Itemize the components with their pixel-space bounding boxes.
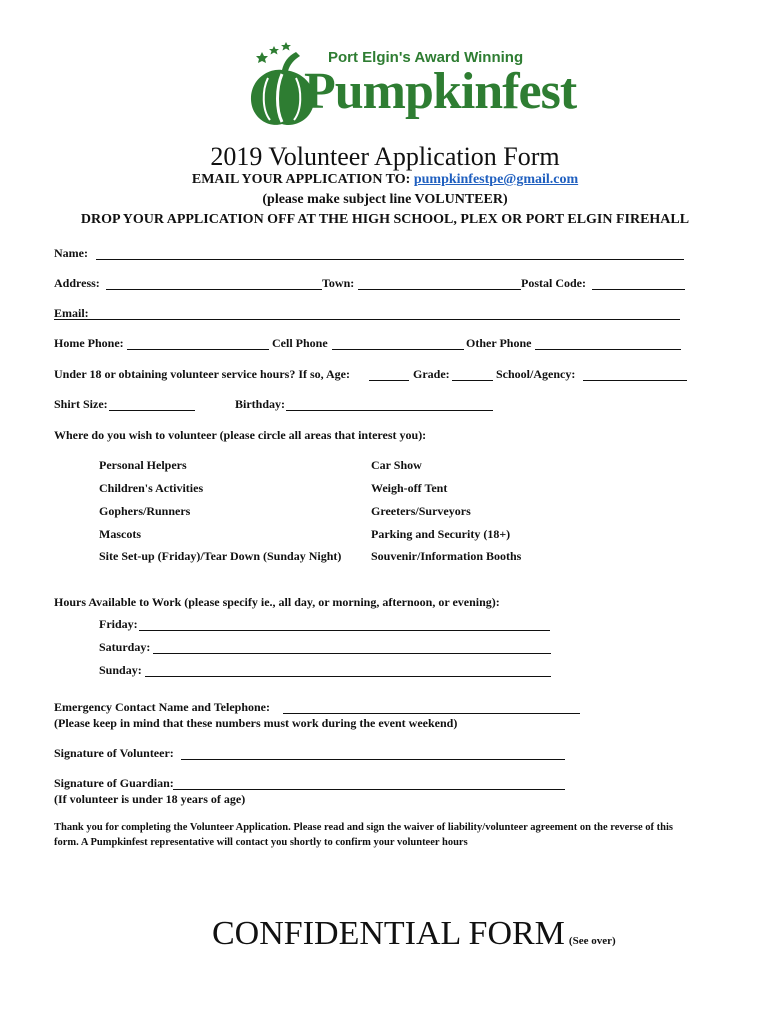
subject-note: (please make subject line VOLUNTEER) <box>262 192 508 207</box>
friday-field[interactable] <box>139 630 550 631</box>
volunteer-signature-field[interactable] <box>181 759 565 760</box>
emergency-field[interactable] <box>283 713 580 714</box>
sunday-field[interactable] <box>145 676 551 677</box>
shirt-size-label: Shirt Size: <box>54 397 108 411</box>
under18-label: Under 18 or obtaining volunteer service hours? If so, Age: <box>54 367 350 381</box>
friday-label: Friday: <box>99 617 138 631</box>
area-option[interactable]: Souvenir/Information Booths <box>371 549 522 563</box>
area-option[interactable]: Gophers/Runners <box>99 504 191 518</box>
thanks-line-2: form. A Pumpkinfest representative will contact you shortly to confirm your volunteer hours <box>54 837 468 848</box>
form-title: 2019 Volunteer Application Form <box>210 142 560 171</box>
school-field[interactable] <box>583 380 687 381</box>
email-instruction <box>0 172 770 188</box>
age-field[interactable] <box>369 380 409 381</box>
cell-phone-field[interactable] <box>332 349 464 350</box>
guardian-signature-field[interactable] <box>173 789 565 790</box>
emergency-note: (Please keep in mind that these numbers must work during the event weekend) <box>54 716 458 730</box>
email-field[interactable] <box>54 319 680 320</box>
cell-phone-label: Cell Phone <box>272 336 328 350</box>
address-label: Address: <box>54 276 100 290</box>
town-label: Town: <box>322 276 355 290</box>
saturday-field[interactable] <box>153 653 551 654</box>
pumpkinfest-logo <box>248 40 577 132</box>
name-field[interactable] <box>96 259 684 260</box>
address-field[interactable] <box>106 289 322 290</box>
home-phone-label: Home Phone: <box>54 336 124 350</box>
area-option[interactable]: Car Show <box>371 458 422 472</box>
confidential-heading <box>212 915 616 953</box>
shirt-size-field[interactable] <box>109 410 195 411</box>
area-option[interactable]: Personal Helpers <box>99 458 187 472</box>
saturday-label: Saturday: <box>99 640 151 654</box>
guardian-note: (If volunteer is under 18 years of age) <box>54 792 246 806</box>
confidential-text: CONFIDENTIAL FORM <box>212 915 565 952</box>
logo-tagline: Port Elgin's Award Winning <box>328 49 524 66</box>
other-phone-field[interactable] <box>535 349 681 350</box>
guardian-signature-label: Signature of Guardian: <box>54 776 174 790</box>
area-option[interactable]: Weigh-off Tent <box>371 481 448 495</box>
logo-wordmark: Pumpkinfest <box>304 63 577 120</box>
grade-label: Grade: <box>413 367 450 381</box>
area-option[interactable]: Children's Activities <box>99 481 204 495</box>
birthday-field[interactable] <box>286 410 493 411</box>
postal-code-label: Postal Code: <box>521 276 586 290</box>
home-phone-field[interactable] <box>127 349 269 350</box>
other-phone-label: Other Phone <box>466 336 532 350</box>
email-label: Email: <box>54 306 89 320</box>
grade-field[interactable] <box>452 380 493 381</box>
area-option[interactable]: Site Set-up (Friday)/Tear Down (Sunday Night) <box>99 549 342 563</box>
see-over-note: (See over) <box>568 935 616 947</box>
birthday-label: Birthday: <box>235 397 286 411</box>
area-option[interactable]: Mascots <box>99 527 141 541</box>
hours-prompt: Hours Available to Work (please specify ie., all day, or morning, afternoon, or evening): <box>54 595 500 609</box>
volunteer-signature-label: Signature of Volunteer: <box>54 746 174 760</box>
town-field[interactable] <box>358 289 521 290</box>
area-option[interactable]: Greeters/Surveyors <box>371 504 471 518</box>
postal-code-field[interactable] <box>592 289 685 290</box>
area-option[interactable]: Parking and Security (18+) <box>371 527 511 541</box>
sunday-label: Sunday: <box>99 663 142 677</box>
name-label: Name: <box>54 246 88 260</box>
email-link[interactable]: pumpkinfestpe@gmail.com <box>413 172 579 187</box>
areas-prompt: Where do you wish to volunteer (please circle all areas that interest you): <box>54 428 427 442</box>
school-label: School/Agency: <box>496 367 576 381</box>
email-prefix: EMAIL YOUR APPLICATION TO: <box>191 172 414 187</box>
emergency-label: Emergency Contact Name and Telephone: <box>54 700 270 714</box>
thanks-line-1: Thank you for completing the Volunteer Application. Please read and sign the waiver of liability/volunteer agreement on the reverse of this <box>54 822 674 833</box>
drop-off-note: DROP YOUR APPLICATION OFF AT THE HIGH SCHOOL, PLEX OR PORT ELGIN FIREHALL <box>80 212 690 227</box>
